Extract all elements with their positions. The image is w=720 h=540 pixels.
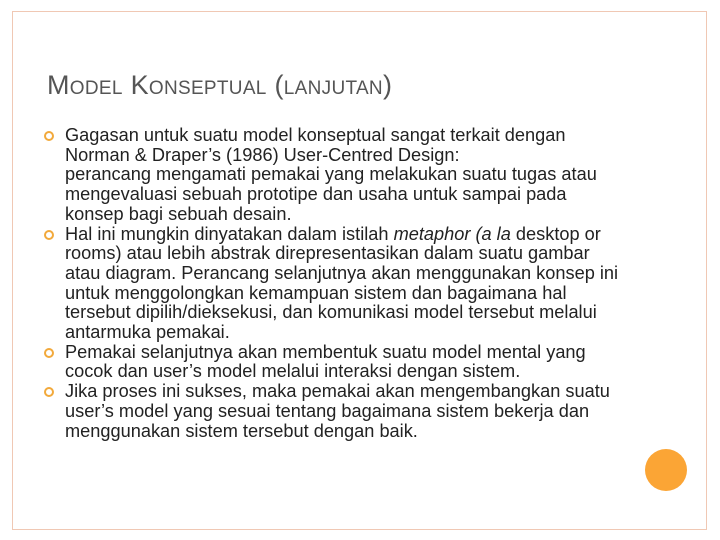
bullet-line: Pemakai selanjutnya akan membentuk suatu model mental yang	[65, 341, 586, 362]
title-segment: )	[382, 70, 393, 100]
bullet-circle-icon	[44, 387, 54, 397]
title-segment: M	[47, 70, 70, 100]
bullet-line: antarmuka pemakai.	[65, 322, 230, 343]
bullet-list	[44, 126, 684, 441]
bullet-line: perancang mengamati pemakai yang melakukan suatu tugas atau	[65, 164, 597, 185]
bullet-line: user’s model yang sesuai tentang bagaimana sistem bekerja dan	[65, 400, 590, 421]
title-segment: LANJUTAN	[283, 78, 383, 99]
bullet-line: konsep bagi sebuah desain.	[65, 203, 292, 224]
bullet-circle-icon	[44, 230, 54, 240]
decorative-circle	[645, 449, 687, 491]
bullet-text: Hal ini mungkin dinyatakan dalam istilah	[65, 223, 394, 244]
bullet-item	[44, 126, 684, 225]
title-segment: ODEL	[69, 78, 123, 99]
bullet-line: cocok dan user’s model melalui interaksi dengan sistem.	[65, 361, 521, 382]
bullet-text: desktop or	[510, 223, 601, 244]
bullet-item	[44, 343, 684, 382]
bullet-text-italic: metaphor (a la	[393, 223, 511, 244]
bullet-line: Jika proses ini sukses, maka pemakai akan mengembangkan suatu	[65, 381, 610, 402]
bullet-item	[44, 382, 684, 441]
bullet-line: atau diagram. Perancang selanjutnya akan menggunakan konsep ini	[65, 262, 619, 283]
bullet-circle-icon	[44, 131, 54, 141]
bullet-line: Norman & Draper’s (1986) User-Centred Design:	[65, 144, 460, 165]
bullet-line: mengevaluasi sebuah prototipe dan usaha untuk sampai pada	[65, 184, 567, 205]
bullet-line: tersebut dipilih/dieksekusi, dan komunikasi model tersebut melalui	[65, 302, 597, 323]
title-segment: K	[130, 70, 149, 100]
bullet-line: rooms) atau lebih abstrak direpresentasikan dalam suatu gambar	[65, 243, 590, 264]
bullet-line	[65, 225, 684, 245]
title-segment: (	[274, 70, 284, 100]
bullet-circle-icon	[44, 348, 54, 358]
slide-title	[47, 70, 392, 101]
bullet-item	[44, 225, 684, 343]
bullet-line: Gagasan untuk suatu model konseptual sangat terkait dengan	[65, 125, 566, 145]
bullet-line: menggunakan sistem tersebut dengan baik.	[65, 420, 418, 441]
title-segment: ONSEPTUAL	[148, 78, 267, 99]
bullet-line: untuk menggolongkan kemampuan sistem dan bagaimana hal	[65, 282, 567, 303]
